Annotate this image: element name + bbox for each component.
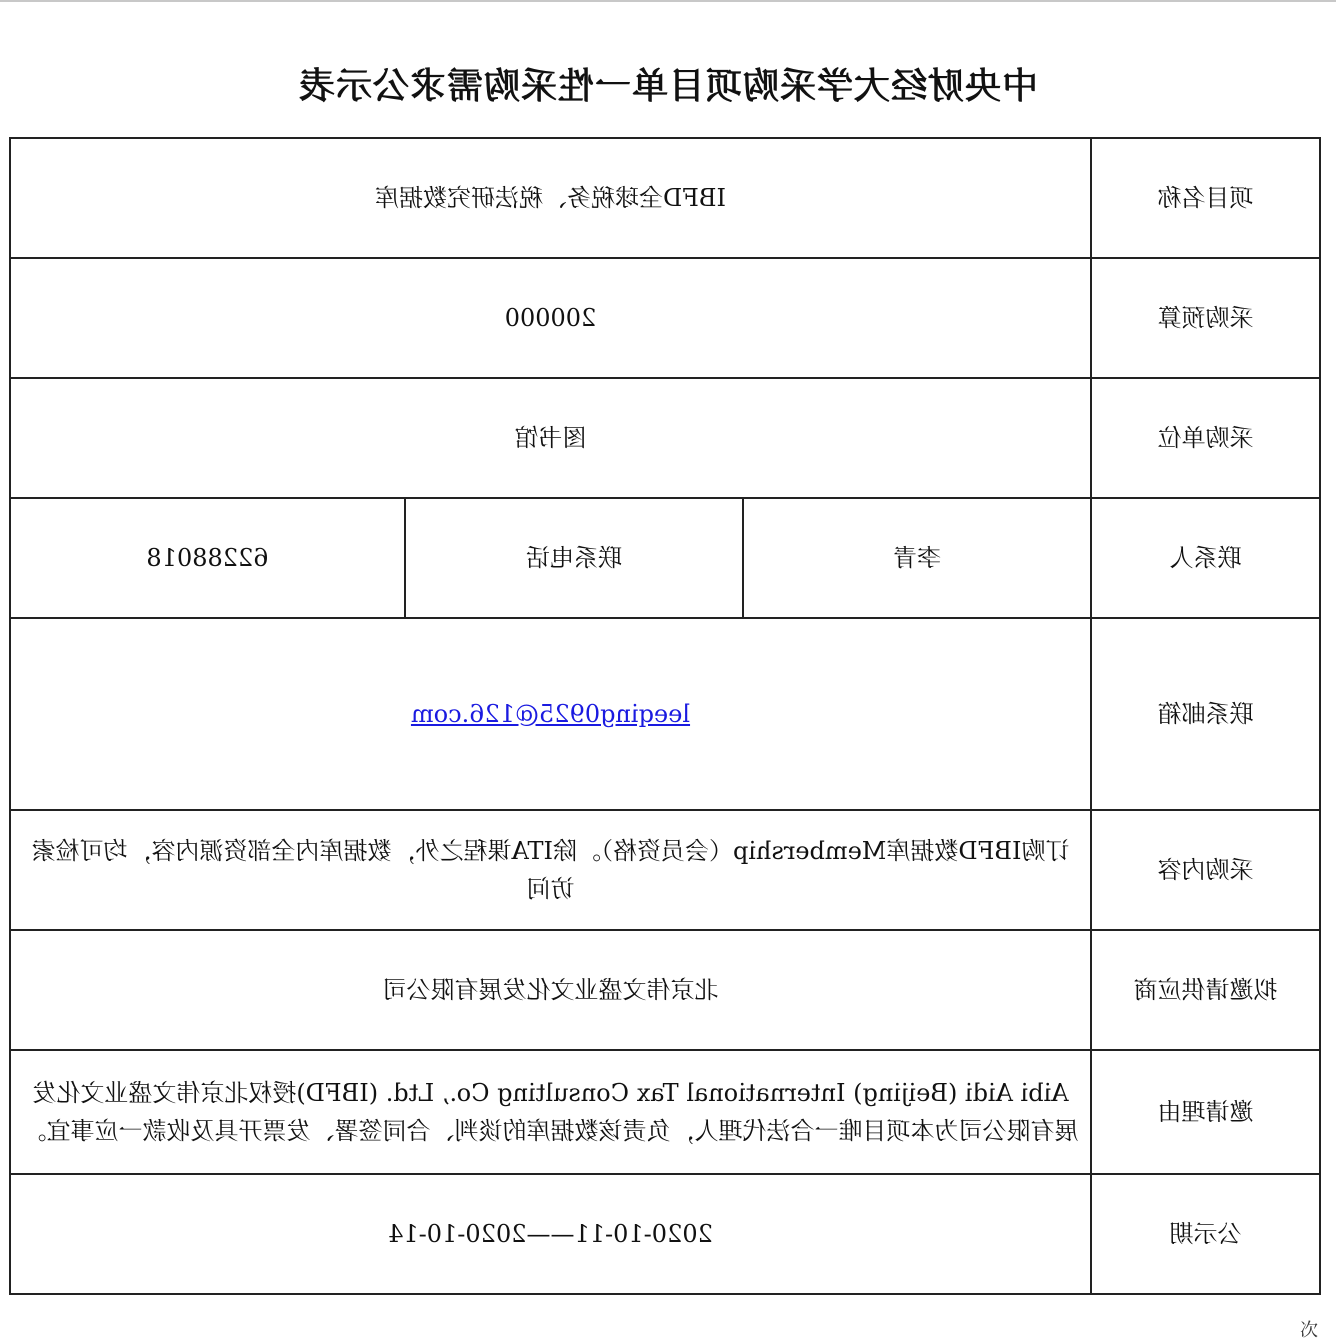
email-link[interactable]: leeqing0925@126.com bbox=[410, 700, 691, 728]
row-period bbox=[10, 1174, 1320, 1294]
row-email bbox=[10, 618, 1320, 810]
label-period: 公示期 bbox=[1091, 1174, 1320, 1294]
label-content: 采购内容 bbox=[1091, 810, 1320, 930]
value-unit: 图书馆 bbox=[10, 378, 1091, 498]
row-supplier bbox=[10, 930, 1320, 1050]
page-title: 中央财经大学采购项目单一性采购需求公示表 bbox=[298, 65, 1039, 107]
corner-mark: 次 bbox=[1300, 1320, 1318, 1341]
label-reason: 邀请理由 bbox=[1091, 1050, 1320, 1174]
row-project-name bbox=[10, 138, 1320, 258]
row-content bbox=[10, 810, 1320, 930]
label-email: 联系邮箱 bbox=[1091, 618, 1320, 810]
value-project-name: IBFD全球税务、税法研究数据库 bbox=[10, 138, 1091, 258]
value-content: 订购IBFD数据库Membership（会员资格）。除ITA课程之外，数据库内全部资源内容，均可检索访问 bbox=[10, 810, 1091, 930]
label-project-name: 项目名称 bbox=[1091, 138, 1320, 258]
label-budget: 采购预算 bbox=[1091, 258, 1320, 378]
value-email-cell bbox=[10, 618, 1091, 810]
row-unit bbox=[10, 378, 1320, 498]
announcement-table bbox=[9, 137, 1321, 1295]
value-supplier: 北京伟文盛业文化发展有限公司 bbox=[10, 930, 1091, 1050]
row-contact bbox=[10, 498, 1320, 618]
row-reason bbox=[10, 1050, 1320, 1174]
label-contact: 联系人 bbox=[1091, 498, 1320, 618]
label-unit: 采购单位 bbox=[1091, 378, 1320, 498]
value-budget: 200000 bbox=[10, 258, 1091, 378]
row-budget bbox=[10, 258, 1320, 378]
value-phone: 62288018 bbox=[10, 498, 405, 618]
label-supplier: 拟邀请供应商 bbox=[1091, 930, 1320, 1050]
label-phone: 联系电话 bbox=[405, 498, 743, 618]
value-contact-name: 李青 bbox=[743, 498, 1091, 618]
value-period: 2020-10-11——2020-10-14 bbox=[10, 1174, 1091, 1294]
value-reason: Aibi Aidi (Beijing) International Tax Consulting Co., Ltd. (IBFD)授权北京伟文盛业文化发展有限公司为本项目唯一合法代理人，负责该数据库的谈判、合同签署、发票开具及收款一应事宜。 bbox=[10, 1050, 1091, 1174]
